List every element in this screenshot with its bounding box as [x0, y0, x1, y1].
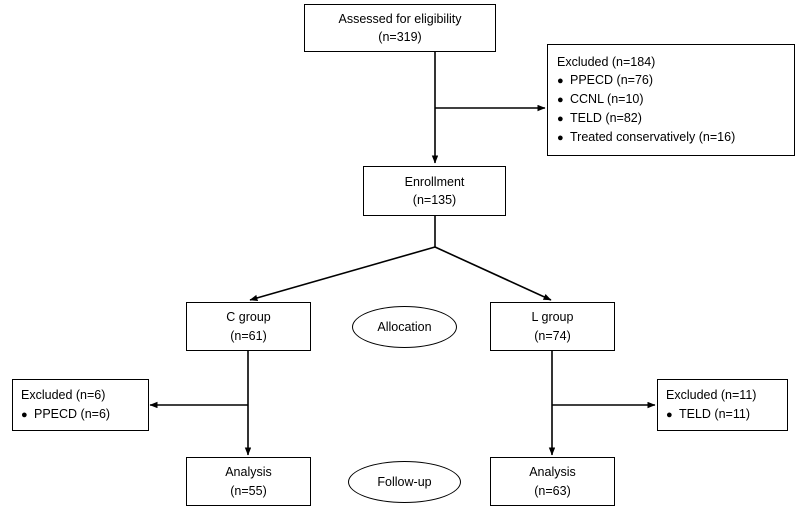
- node-c-group: [186, 302, 311, 351]
- excluded-left-title: Excluded (n=6): [21, 388, 106, 403]
- node-analysis-l-group: [490, 457, 615, 506]
- node-enrollment: [363, 166, 506, 216]
- excluded-top-item-1: [557, 90, 644, 109]
- analysis-left-title: Analysis: [225, 465, 272, 480]
- bullet-icon: ●: [557, 75, 564, 88]
- node-excluded-left: [12, 379, 149, 431]
- enrollment-count: (n=135): [412, 193, 457, 207]
- bullet-icon: ●: [666, 408, 673, 421]
- node-assessed-for-eligibility: [304, 4, 496, 52]
- excluded-right-title: Excluded (n=11): [666, 388, 757, 403]
- bullet-icon: ●: [557, 94, 564, 107]
- excluded-top-title: Excluded (n=184): [557, 55, 656, 70]
- allocation-label: Allocation: [377, 320, 432, 334]
- excluded-top-item-0-label: PPECD (n=76): [570, 73, 654, 88]
- analysis-right-count: (n=63): [534, 483, 571, 498]
- excluded-top-item-3-label: Treated conservatively (n=16): [570, 130, 736, 144]
- bullet-icon: ●: [21, 408, 28, 421]
- node-excluded-top: [547, 44, 795, 156]
- followup-label: Follow-up: [377, 475, 432, 489]
- excluded-top-item-2-label: TELD (n=82): [570, 111, 642, 126]
- node-l-group: [490, 302, 615, 351]
- excluded-right-item-0-label: TELD (n=11): [679, 406, 750, 421]
- stage-label-allocation: [352, 306, 457, 348]
- c-group-count: (n=61): [230, 328, 267, 343]
- enrollment-title: Enrollment: [404, 174, 465, 189]
- l-group-count: (n=74): [534, 328, 571, 343]
- l-group-title: L group: [531, 310, 574, 325]
- bullet-icon: ●: [557, 113, 564, 126]
- c-group-title: C group: [226, 310, 271, 325]
- excluded-left-item-0-label: PPECD (n=6): [34, 406, 111, 421]
- excluded-top-item-1-label: CCNL (n=10): [570, 92, 644, 107]
- excluded-top-item-3: [557, 128, 735, 147]
- excluded-top-item-2: [557, 109, 642, 128]
- excluded-right-item-0: [666, 405, 750, 424]
- analysis-left-count: (n=55): [230, 483, 267, 498]
- excluded-top-item-0: [557, 71, 653, 90]
- bullet-icon: ●: [557, 132, 564, 144]
- stage-label-followup: [348, 461, 461, 503]
- analysis-right-title: Analysis: [529, 465, 576, 480]
- assessed-title: Assessed for eligibility: [338, 11, 462, 26]
- excluded-left-item-0: [21, 405, 110, 424]
- node-analysis-c-group: [186, 457, 311, 506]
- node-excluded-right: [657, 379, 788, 431]
- assessed-count: (n=319): [378, 30, 422, 44]
